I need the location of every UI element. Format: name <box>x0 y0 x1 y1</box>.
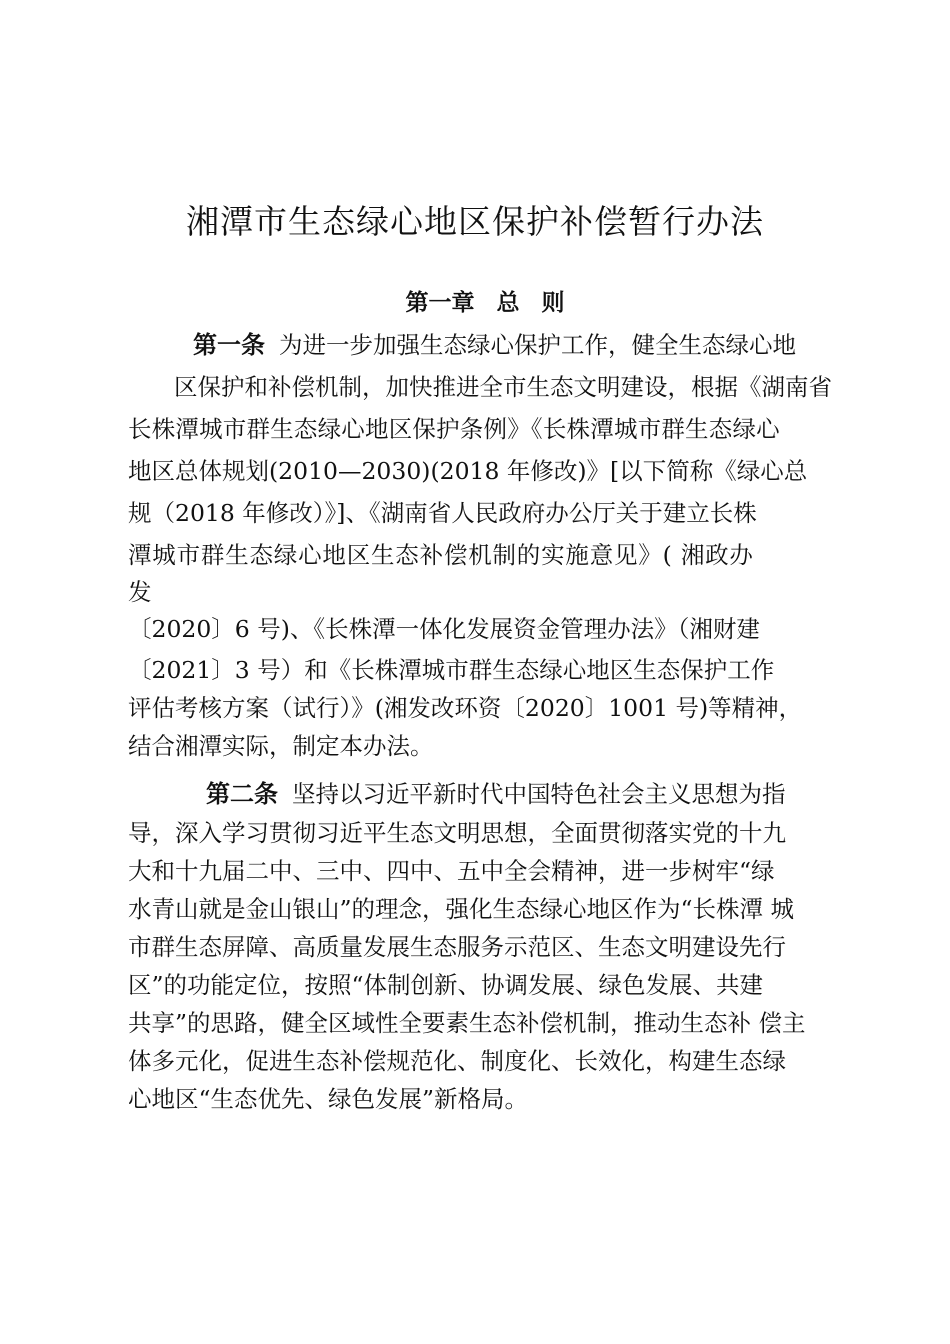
article-2-text: 坚持以习近平新时代中国特色社会主义思想为指 <box>292 780 786 808</box>
article-1-line-7: 发 <box>128 578 152 606</box>
article-1-heading: 第一条 <box>193 331 265 359</box>
article-2-line-1 <box>206 776 786 812</box>
article-1-line-3: 长株潭城市群生态绿心地区保护条例》《长株潭城市群生态绿心 <box>128 415 780 443</box>
article-2-line-8: 体多元化，促进生态补偿规范化、制度化、长效化，构建生态绿 <box>128 1047 786 1075</box>
article-2-line-5: 市群生态屏障、高质量发展生态服务示范区、生态文明建设先行 <box>128 933 786 961</box>
article-1-line-11: 结合湘潭实际，制定本办法。 <box>128 732 434 760</box>
article-1-line-5: 规（2018 年修改）》]、《湖南省人民政府办公厅关于建立长株 <box>128 499 757 527</box>
chapter-heading: 第一章 总 则 <box>405 290 565 316</box>
article-2-line-9: 心地区“生态优先、绿色发展”新格局。 <box>128 1085 529 1113</box>
article-1-line-9: 〔2021〕3 号）和《长株潭城市群生态绿心地区生态保护工作 <box>128 656 775 684</box>
article-1-line-6: 潭城市群生态绿心地区生态补偿机制的实施意见》( 湘政办 <box>128 541 754 569</box>
article-2-line-3: 大和十九届二中、三中、四中、五中全会精神，进一步树牢“绿 <box>128 857 775 885</box>
article-2-line-7: 共享”的思路，健全区域性全要素生态补偿机制，推动生态补 偿主 <box>128 1009 806 1037</box>
document-title: 湘潭市生态绿心地区保护补偿暂行办法 <box>186 202 764 241</box>
article-2-heading: 第二条 <box>206 780 278 808</box>
article-1-line-2: 区保护和补偿机制，加快推进全市生态文明建设，根据《湖南省 <box>174 373 832 401</box>
article-1-line-1 <box>193 327 796 363</box>
article-2-line-2: 导，深入学习贯彻习近平生态文明思想，全面贯彻落实党的十九 <box>128 819 786 847</box>
article-2-line-6: 区”的功能定位，按照“体制创新、协调发展、绿色发展、共建 <box>128 971 764 999</box>
article-1-line-10: 评估考核方案（试行）》(湘发改环资〔2020〕1001 号)等精神， <box>128 694 803 722</box>
article-1-line-8: 〔2020〕6 号)、《长株潭一体化发展资金管理办法》（湘财建 <box>128 615 760 643</box>
article-1-line-4: 地区总体规划(2010—2030)(2018 年修改)》[以下简称《绿心总 <box>128 457 808 485</box>
article-1-text: 为进一步加强生态绿心保护工作，健全生态绿心地 <box>279 331 796 359</box>
article-2-line-4: 水青山就是金山银山”的理念，强化生态绿心地区作为“长株潭 城 <box>128 895 794 923</box>
